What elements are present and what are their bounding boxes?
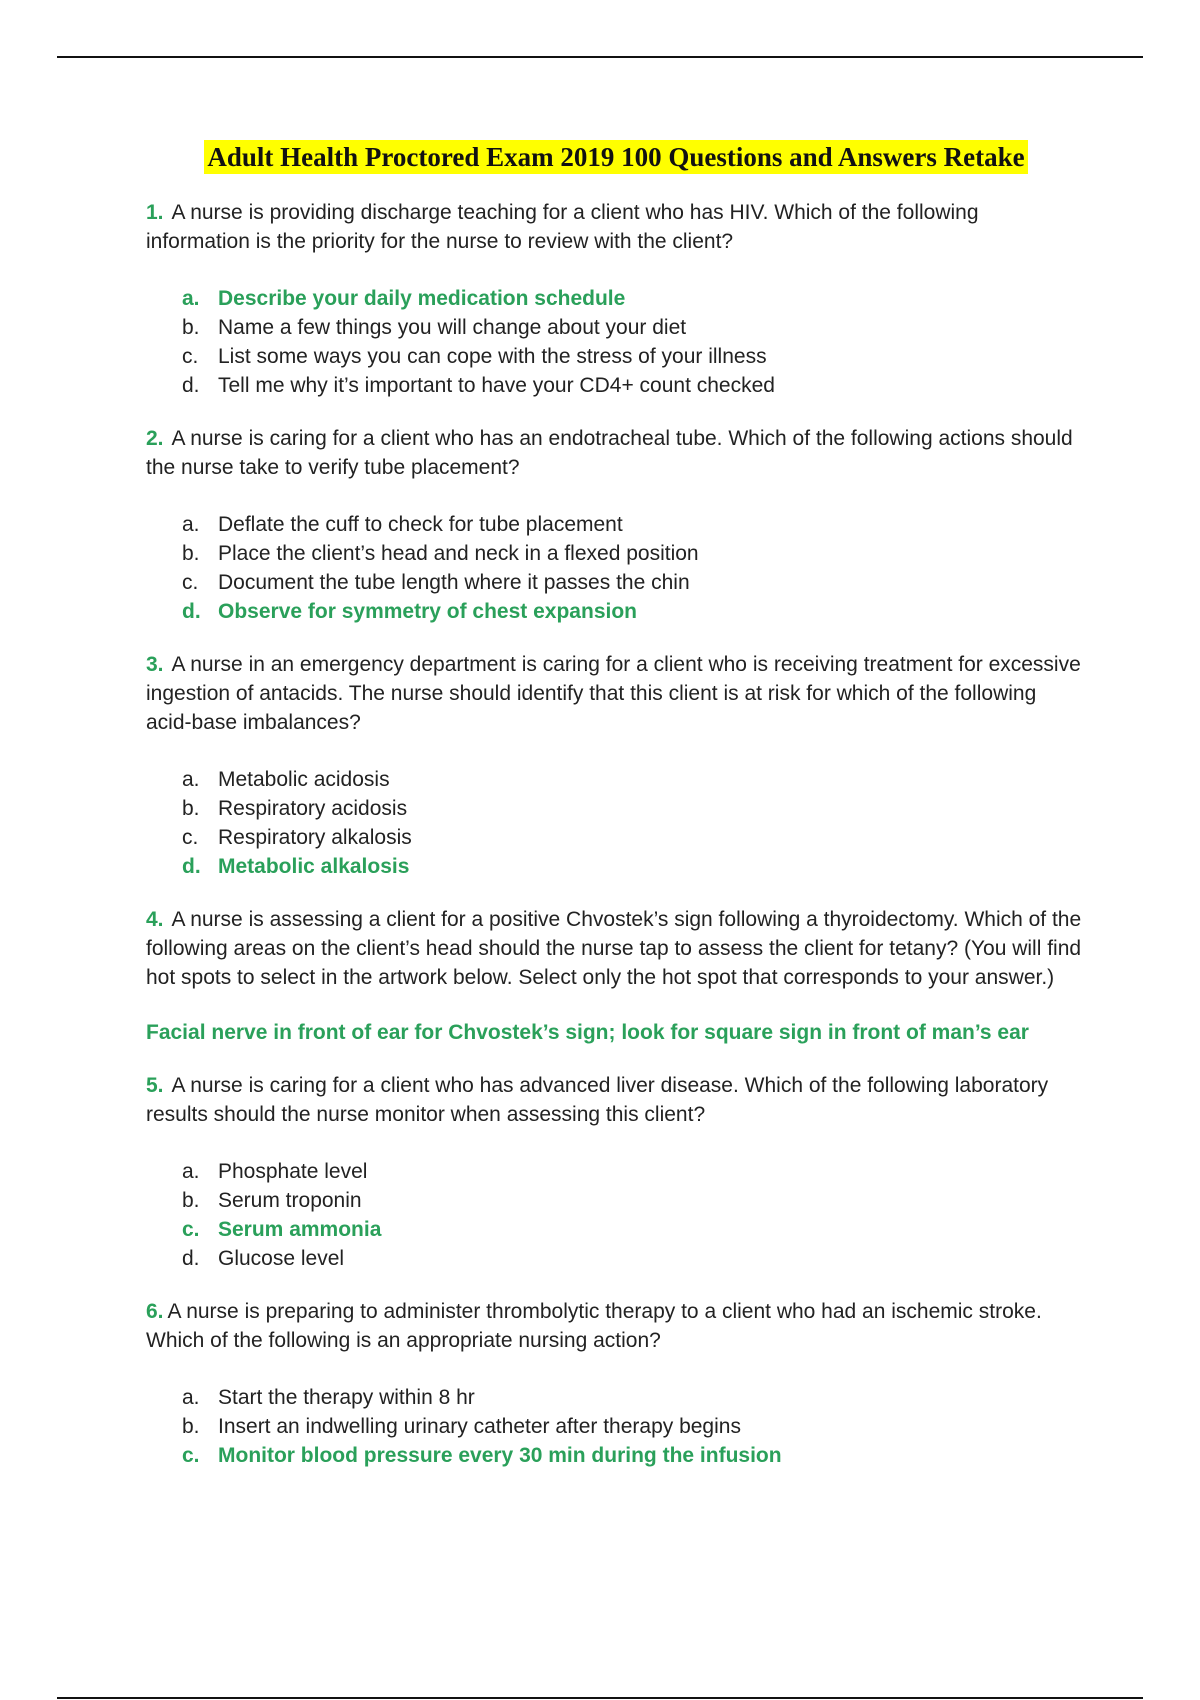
option-letter: d.	[182, 374, 200, 397]
option-letter: a.	[182, 1160, 200, 1183]
option-text: Respiratory alkalosis	[218, 826, 412, 849]
question-block-3	[146, 650, 1086, 881]
title-wrap	[0, 140, 1200, 174]
option-a	[182, 510, 1086, 539]
question-6	[146, 1297, 1086, 1355]
option-b	[182, 1186, 1086, 1215]
option-a	[182, 1383, 1086, 1412]
option-text: Insert an indwelling urinary catheter after therapy begins	[218, 1415, 741, 1438]
option-letter: b.	[182, 542, 200, 565]
option-b	[182, 539, 1086, 568]
option-text: Observe for symmetry of chest expansion	[218, 600, 637, 623]
option-d	[182, 371, 1086, 400]
option-letter: a.	[182, 1386, 200, 1409]
option-letter: d.	[182, 600, 201, 623]
option-b	[182, 794, 1086, 823]
option-text: Document the tube length where it passes the chin	[218, 571, 690, 594]
option-text: Serum troponin	[218, 1189, 362, 1212]
option-letter: b.	[182, 316, 200, 339]
question-number: 6.	[146, 1300, 164, 1323]
option-c	[182, 1215, 1086, 1244]
option-d	[182, 852, 1086, 881]
question-number: 4.	[146, 908, 164, 931]
option-b	[182, 1412, 1086, 1441]
question-number: 2.	[146, 427, 164, 450]
option-text: Monitor blood pressure every 30 min during the infusion	[218, 1444, 782, 1467]
option-b	[182, 313, 1086, 342]
question-block-6	[146, 1297, 1086, 1470]
option-text: Respiratory acidosis	[218, 797, 408, 820]
option-letter: c.	[182, 345, 199, 368]
answer-explanation: Facial nerve in front of ear for Chvostek’s sign; look for square sign in front of man’s ear	[146, 1021, 1029, 1044]
option-text: List some ways you can cope with the stress of your illness	[218, 345, 767, 368]
question-3	[146, 650, 1086, 737]
option-text: Glucose level	[218, 1247, 345, 1270]
option-a	[182, 1157, 1086, 1186]
question-block-4	[146, 905, 1086, 1047]
option-c	[182, 342, 1086, 371]
option-letter: c.	[182, 826, 199, 849]
option-d	[182, 1244, 1086, 1273]
options-list	[182, 284, 1086, 400]
option-text: Describe your daily medication schedule	[218, 287, 626, 310]
option-text: Metabolic alkalosis	[218, 855, 410, 878]
option-text: Name a few things you will change about your diet	[218, 316, 687, 339]
question-5	[146, 1071, 1086, 1129]
question-text: A nurse is caring for a client who has advanced liver disease. Which of the following laboratory results should the nurse monitor when assessing this client?	[146, 1074, 1049, 1126]
option-a	[182, 765, 1086, 794]
top-rule	[57, 56, 1143, 58]
option-d	[182, 597, 1086, 626]
question-2	[146, 424, 1086, 482]
option-text: Start the therapy within 8 hr	[218, 1386, 475, 1409]
bottom-rule	[57, 1697, 1143, 1699]
option-c	[182, 568, 1086, 597]
question-block-1	[146, 198, 1086, 400]
option-text: Phosphate level	[218, 1160, 368, 1183]
option-text: Serum ammonia	[218, 1218, 382, 1241]
question-1	[146, 198, 1086, 256]
option-text: Tell me why it’s important to have your CD4+ count checked	[218, 374, 775, 397]
option-letter: c.	[182, 1218, 200, 1241]
question-text: A nurse is providing discharge teaching for a client who has HIV. Which of the following information is the priority for the nurse to review with the client?	[146, 201, 979, 253]
question-block-2	[146, 424, 1086, 626]
option-text: Deflate the cuff to check for tube placement	[218, 513, 623, 536]
option-letter: b.	[182, 1189, 200, 1212]
option-letter: d.	[182, 1247, 200, 1270]
option-letter: b.	[182, 1415, 200, 1438]
options-list	[182, 1383, 1086, 1470]
question-number: 3.	[146, 653, 164, 676]
option-letter: b.	[182, 797, 200, 820]
question-number: 1.	[146, 201, 164, 224]
options-list	[182, 765, 1086, 881]
question-block-5	[146, 1071, 1086, 1273]
option-text: Metabolic acidosis	[218, 768, 390, 791]
question-text: A nurse is preparing to administer thrombolytic therapy to a client who had an ischemic stroke. Which of the following is an appropriate nursing action?	[146, 1300, 1042, 1352]
document-title: Adult Health Proctored Exam 2019 100 Questions and Answers Retake	[204, 140, 1027, 174]
option-c	[182, 823, 1086, 852]
question-number: 5.	[146, 1074, 164, 1097]
option-letter: c.	[182, 1444, 200, 1467]
document-page	[146, 140, 1086, 1470]
option-letter: a.	[182, 287, 200, 310]
question-text: A nurse is caring for a client who has an endotracheal tube. Which of the following actions should the nurse take to verify tube placement?	[146, 427, 1073, 479]
option-a	[182, 284, 1086, 313]
option-c	[182, 1441, 1086, 1470]
option-letter: d.	[182, 855, 201, 878]
option-letter: c.	[182, 571, 199, 594]
options-list	[182, 1157, 1086, 1273]
question-text: A nurse is assessing a client for a positive Chvostek’s sign following a thyroidectomy. Which of the following areas on the client’s head should the nurse tap to assess the client for tetany? (You will find hot spots to select in the artwork below. Select only the hot spot that corresponds to your answer.)	[146, 908, 1082, 989]
option-letter: a.	[182, 513, 200, 536]
question-4	[146, 905, 1086, 992]
option-text: Place the client’s head and neck in a flexed position	[218, 542, 699, 565]
question-text: A nurse in an emergency department is caring for a client who is receiving treatment for excessive ingestion of antacids. The nurse should identify that this client is at risk for which of the following acid-base imbalances?	[146, 653, 1081, 734]
option-letter: a.	[182, 768, 200, 791]
options-list	[182, 510, 1086, 626]
